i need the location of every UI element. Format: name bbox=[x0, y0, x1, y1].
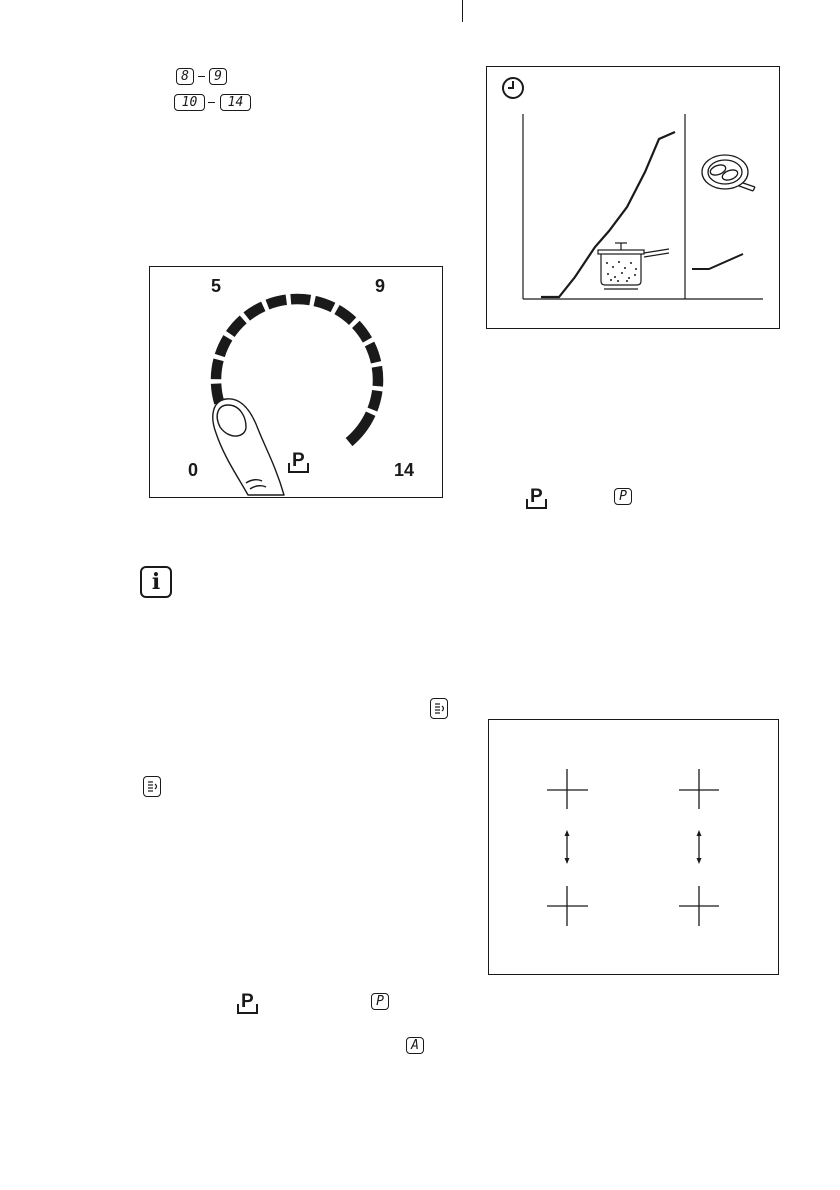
display-level-10-text: 10 bbox=[181, 95, 198, 110]
cooking-zones-figure bbox=[488, 719, 779, 975]
zone-cross-rear-left bbox=[547, 886, 588, 926]
auto-display-badge: A bbox=[406, 1037, 424, 1054]
zone-cross-rear-right bbox=[679, 886, 719, 926]
booster-button-symbol: P bbox=[530, 487, 543, 506]
clock-icon bbox=[503, 78, 523, 98]
range-dash bbox=[208, 102, 215, 103]
dial-label-0: 0 bbox=[188, 460, 199, 480]
zone-cross-front-right bbox=[679, 769, 719, 809]
dial-segment bbox=[315, 301, 333, 308]
booster-display-badge: P bbox=[614, 488, 632, 505]
pan-detect-icon bbox=[430, 698, 448, 719]
pan-detect-icon bbox=[143, 776, 161, 797]
display-level-8 bbox=[176, 68, 194, 85]
dial-label-5: 5 bbox=[211, 276, 222, 296]
dial-label-9: 9 bbox=[375, 276, 386, 296]
dial-segment bbox=[337, 310, 353, 322]
dial-segment bbox=[349, 414, 371, 442]
display-level-14 bbox=[220, 94, 251, 111]
display-level-14-text: 14 bbox=[227, 95, 244, 110]
heat-up-graph-figure bbox=[486, 66, 780, 329]
dial-segment bbox=[220, 338, 228, 356]
saucepan-icon bbox=[598, 243, 669, 289]
dial-segment bbox=[216, 360, 219, 379]
column-divider bbox=[462, 0, 463, 22]
finger-icon bbox=[213, 399, 284, 495]
display-level-8-text: 8 bbox=[181, 69, 189, 84]
power-display-badge: P bbox=[371, 993, 389, 1010]
bridge-zone-icon bbox=[567, 834, 699, 860]
display-level-9 bbox=[209, 68, 227, 85]
dial-segment bbox=[370, 344, 377, 362]
frying-pan-icon bbox=[702, 155, 755, 191]
heat-curve-normal bbox=[692, 254, 743, 269]
graph-axes bbox=[523, 114, 763, 299]
dial-segment bbox=[267, 300, 286, 305]
info-icon: i bbox=[140, 566, 172, 598]
range-dash bbox=[198, 76, 205, 77]
dial-segment bbox=[230, 319, 243, 334]
dial-label-14: 14 bbox=[394, 460, 415, 480]
power-button-symbol: P bbox=[241, 992, 254, 1011]
dial-segment bbox=[356, 324, 368, 340]
dial-segment bbox=[377, 367, 378, 386]
display-level-9-text: 9 bbox=[214, 69, 222, 84]
dial-figure bbox=[149, 266, 443, 498]
dial-segment bbox=[372, 391, 377, 410]
dial-segment bbox=[216, 384, 219, 403]
zone-cross-front-left bbox=[547, 769, 588, 809]
dial-segment bbox=[247, 306, 264, 316]
display-level-10 bbox=[174, 94, 205, 111]
dial-segment bbox=[291, 299, 310, 300]
dial-power-symbol: P bbox=[292, 451, 305, 470]
